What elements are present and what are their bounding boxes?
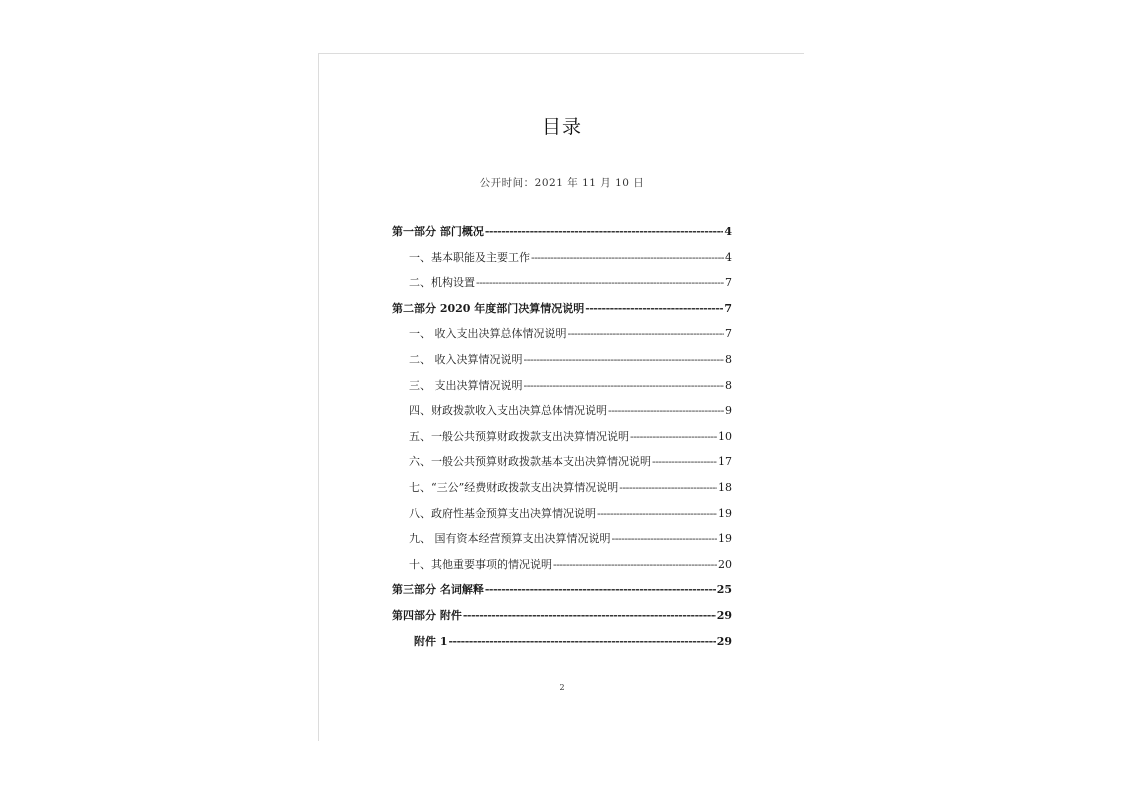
toc-entry-page: 17: [718, 455, 732, 469]
toc-entry-label: 第四部分 附件: [392, 608, 462, 622]
toc-entry-page: 19: [718, 506, 732, 520]
toc-leader-dots: [463, 609, 716, 622]
toc-entry[interactable]: [392, 453, 732, 479]
toc-entry[interactable]: [392, 274, 732, 300]
toc-leader-dots: [531, 251, 724, 264]
toc-leader-dots: [585, 302, 723, 315]
toc-entry[interactable]: [392, 556, 732, 582]
toc-entry-page: 9: [725, 404, 732, 418]
toc-leader-dots: [619, 481, 717, 494]
toc-leader-dots: [568, 327, 725, 340]
document-page: [318, 53, 804, 741]
toc-entry-label: 五、一般公共预算财政拨款支出决算情况说明: [409, 429, 629, 443]
page-title: 目录: [541, 116, 582, 138]
toc-leader-dots: [448, 635, 715, 648]
toc-entry-page: 8: [725, 352, 732, 366]
toc-entry-page: 29: [716, 608, 732, 622]
toc-leader-dots: [612, 532, 718, 545]
toc-entry-label: 六、一般公共预算财政拨款基本支出决算情况说明: [409, 455, 651, 469]
toc-entry[interactable]: [392, 633, 732, 659]
toc-leader-dots: [485, 225, 724, 238]
toc-entry-label: 第二部分 2020 年度部门决算情况说明: [392, 301, 585, 315]
toc-entry-label: 附件 1: [414, 634, 448, 648]
toc-leader-dots: [524, 379, 725, 392]
toc-entry-label: 四、财政拨款收入支出决算总体情况说明: [409, 404, 607, 418]
toc-entry-page: 8: [725, 378, 732, 392]
toc-entry-label: 二、 收入决算情况说明: [409, 352, 523, 366]
toc-entry-page: 18: [718, 480, 732, 494]
toc-entry[interactable]: [392, 479, 732, 505]
toc-entry[interactable]: [392, 581, 732, 607]
toc-entry[interactable]: [392, 607, 732, 633]
toc-entry-label: 二、机构设置: [409, 276, 475, 290]
toc-entry-page: 7: [725, 327, 732, 341]
toc-entry-page: 29: [716, 634, 732, 648]
toc-entry[interactable]: [392, 249, 732, 275]
toc-leader-dots: [553, 558, 717, 571]
toc-leader-dots: [652, 455, 717, 468]
toc-entry[interactable]: [392, 351, 732, 377]
toc-entry-label: 九、 国有资本经营预算支出决算情况说明: [409, 532, 611, 546]
toc-entry[interactable]: [392, 377, 732, 403]
toc-entry-page: 25: [716, 583, 732, 597]
toc-leader-dots: [485, 583, 716, 596]
toc-entry[interactable]: [392, 428, 732, 454]
toc-entry-page: 7: [724, 301, 732, 315]
toc-entry[interactable]: [392, 530, 732, 556]
toc-entry-label: 八、政府性基金预算支出决算情况说明: [409, 506, 596, 520]
toc-entry-label: 三、 支出决算情况说明: [409, 378, 523, 392]
toc-entry-page: 4: [724, 225, 732, 238]
toc-entry[interactable]: [392, 402, 732, 428]
toc-entry[interactable]: [392, 505, 732, 531]
toc-entry-label: 七、“三公”经费财政拨款支出决算情况说明: [409, 480, 619, 494]
toc-entry-page: 20: [718, 557, 732, 571]
toc-entry-label: 一、 收入支出决算总体情况说明: [409, 327, 567, 341]
toc-leader-dots: [630, 430, 717, 443]
toc-entry-page: 10: [718, 429, 732, 443]
toc-leader-dots: [476, 276, 724, 289]
toc-entry-label: 第三部分 名词解释: [392, 583, 484, 597]
toc-leader-dots: [608, 404, 724, 417]
toc-leader-dots: [524, 353, 725, 366]
publish-date: 公开时间：2021 年 11 月 10 日: [479, 177, 645, 189]
toc-entry-label: 十、其他重要事项的情况说明: [409, 557, 552, 571]
toc-leader-dots: [597, 507, 717, 520]
toc-entry-page: 7: [725, 276, 732, 290]
toc-entry[interactable]: [392, 223, 732, 249]
toc-entry-page: 4: [725, 250, 732, 264]
toc-entry-label: 一、基本职能及主要工作: [409, 250, 530, 264]
table-of-contents: [392, 223, 732, 658]
toc-entry[interactable]: [392, 325, 732, 351]
toc-entry-page: 19: [718, 532, 732, 546]
toc-entry[interactable]: [392, 300, 732, 326]
toc-entry-label: 第一部分 部门概况: [392, 225, 484, 238]
page-number: 2: [559, 683, 565, 692]
